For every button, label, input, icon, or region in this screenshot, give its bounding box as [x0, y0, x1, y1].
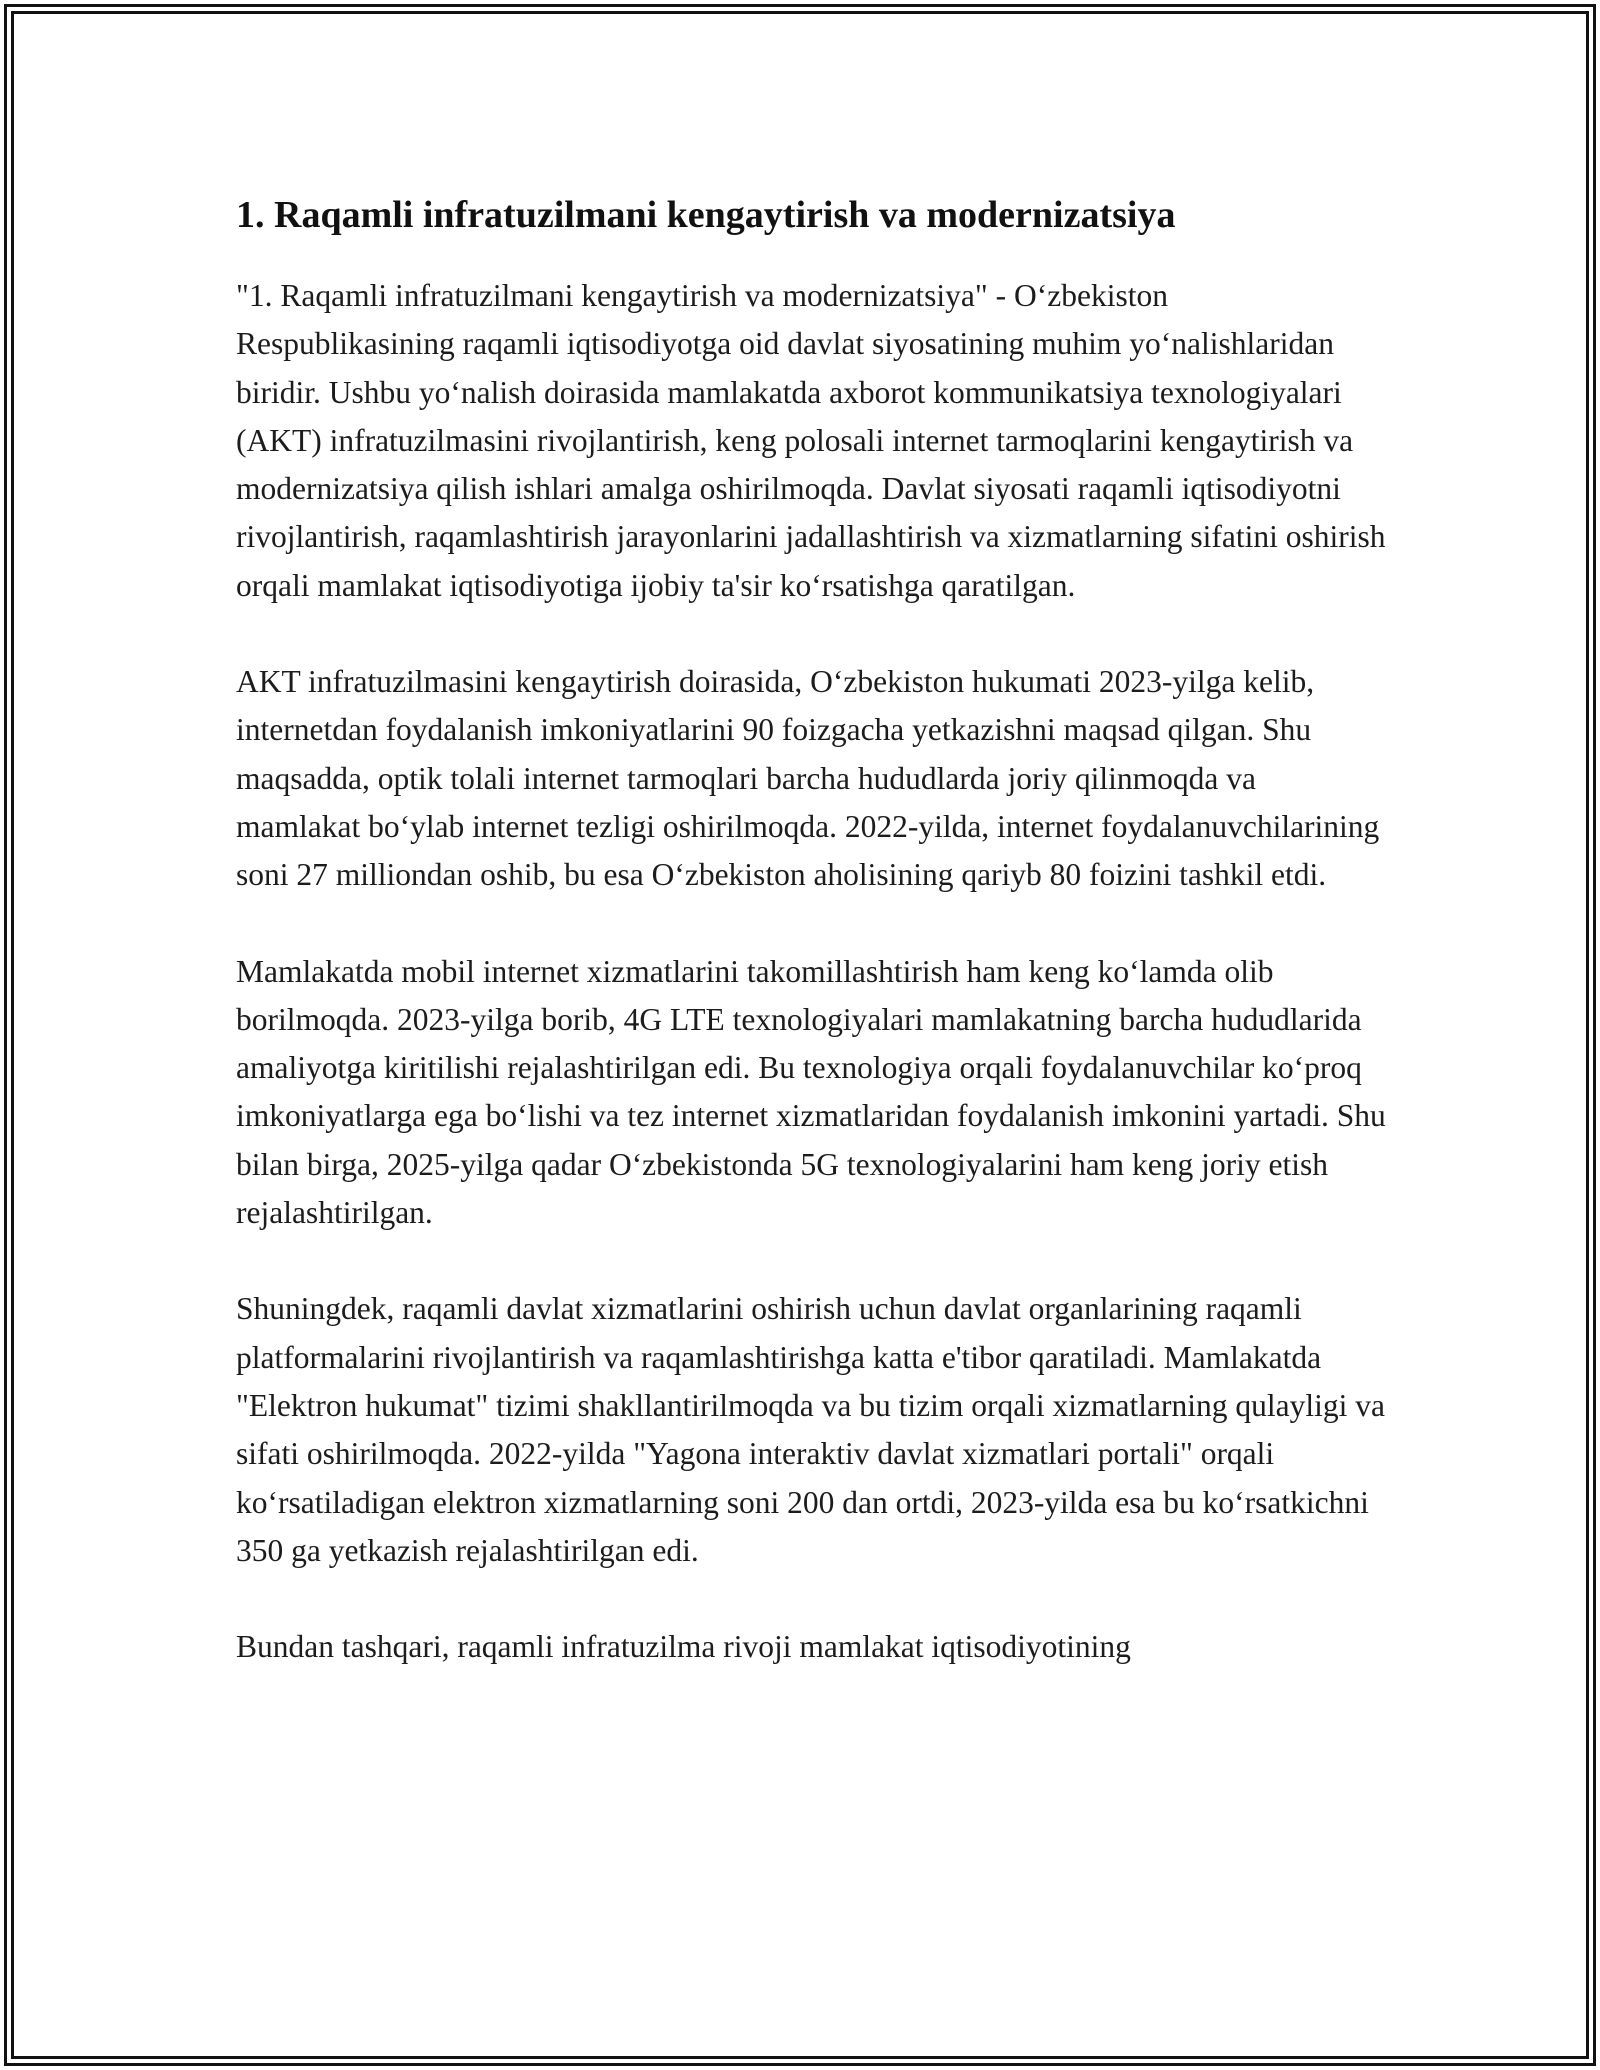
paragraph-2: AKT infratuzilmasini kengaytirish doirasida, Oʻzbekiston hukumati 2023-yilga kelib, internetdan foydalanish imkoniyatlarini 90 foizgacha yetkazishni maqsad qilgan. Shu maqsadda, optik tolali internet tarmoqlari barcha hududlarda joriy qilinmoqda va mamlakat boʻylab internet tezligi oshirilmoqda. 2022-yilda, internet foydalanuvchilarining soni 27 milliondan oshib, bu esa Oʻzbekiston aholisining qariyb 80 foizini tashkil etdi. [236, 664, 1380, 893]
document-body [236, 188, 1386, 1719]
section-heading: 1. Raqamli infratuzilmani kengaytirish va modernizatsiya [236, 194, 1176, 236]
paragraph-3: Mamlakatda mobil internet xizmatlarini takomillashtirish ham keng koʻlamda olib borilmoqda. 2023-yilga borib, 4G LTE texnologiyalari mamlakatning barcha hududlarida amaliyotga kiritilishi rejalashtirilgan edi. Bu texnologiya orqali foydalanuvchilar koʻproq imkoniyatlarga ega boʻlishi va tez internet xizmatlaridan foydalanish imkonini yartadi. Shu bilan birga, 2025-yilga qadar Oʻzbekistonda 5G texnologiyalarini ham keng joriy etish rejalashtirilgan. [236, 953, 1386, 1231]
paragraph-5: Bundan tashqari, raqamli infratuzilma rivoji mamlakat iqtisodiyotining [236, 1629, 1131, 1665]
paragraph-4: Shuningdek, raqamli davlat xizmatlarini oshirish uchun davlat organlarining raqamli platformalarini rivojlantirish va raqamlashtirishga katta e'tibor qaratiladi. Mamlakatda "Elektron hukumat" tizimi shakllantirilmoqda va bu tizim orqali xizmatlarning qulayligi va sifati oshirilmoqda. 2022-yilda "Yagona interaktiv davlat xizmatlari portali" orqali koʻrsatiladigan elektron xizmatlarning soni 200 dan ortdi, 2023-yilda esa bu koʻrsatkichni 350 ga yetkazish rejalashtirilgan edi. [236, 1291, 1385, 1568]
paragraph-1: "1. Raqamli infratuzilmani kengaytirish va modernizatsiya" - Oʻzbekiston Respublikasining raqamli iqtisodiyotga oid davlat siyosatining muhim yoʻnalishlaridan biridir. Ushbu yoʻnalish doirasida mamlakatda axborot kommunikatsiya texnologiyalari (AKT) infratuzilmasini rivojlantirish, keng polosali internet tarmoqlarini kengaytirish va modernizatsiya qilish ishlari amalga oshirilmoqda. Davlat siyosati raqamli iqtisodiyotni rivojlantirish, raqamlashtirish jarayonlarini jadallashtirish va xizmatlarning sifatini oshirish orqali mamlakat iqtisodiyotiga ijobiy ta'sir koʻrsatishga qaratilgan. [236, 278, 1386, 603]
